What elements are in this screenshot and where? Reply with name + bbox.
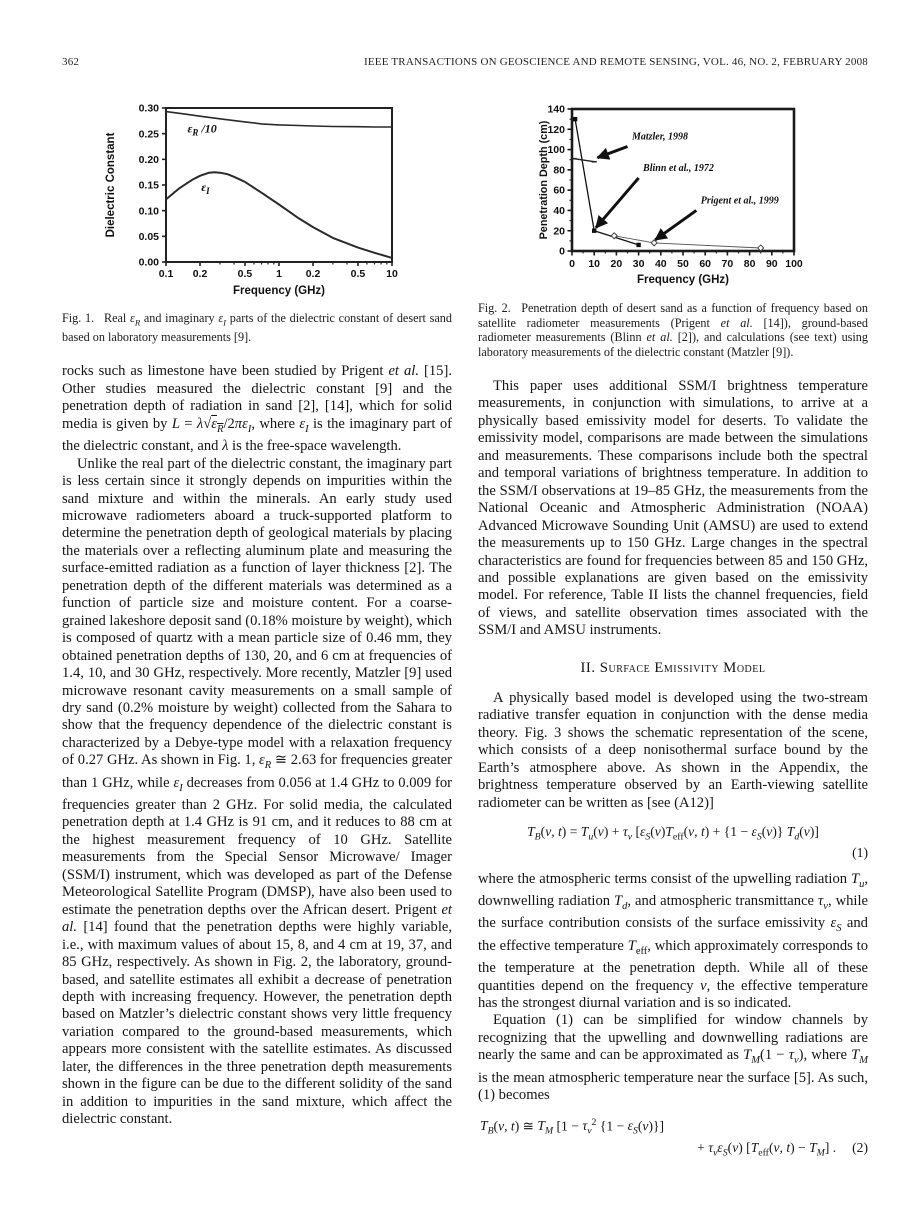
figure-2 [478,95,868,359]
right-column [478,95,868,1169]
fig2-annotation-label: Matzler, 1998 [631,131,689,143]
svg-text:0.5: 0.5 [350,268,366,280]
right-paragraph-3: where the atmospheric terms consist of the upwelling radiation $T_u$, downwelling radiation $T_d$, and atmospheric transmittance $\tau_\nu$, while the surface contribution consists of the surface emissivity $\varepsilon_S$ and the effective temperature $T_{eff}$, which approximately corresponds to the temperature at the penetration depth. While all of these quantities depend on the frequency ν, the effective temperature has the strongest diurnal variation and is so indicated. [478,870,868,1012]
journal-title: IEEE TRANSACTIONS ON GEOSCIENCE AND REMOTE SENSING, VOL. 46, NO. 2, FEBRUARY 2008 [364,56,868,68]
svg-text:0.15: 0.15 [138,179,159,192]
fig2-annotation-arrow [596,178,639,228]
svg-text:100: 100 [785,258,803,270]
figure-2-caption: Fig. 2. Penetration depth of desert sand as a function of frequency based on satellite radiometer measurements (Prigent et al. [14]), ground-based radiometer measurements (Blinn et al. [2]), and calculations (see text) using laboratory measurements of the dielectric constant (Matzler [9]). [478,301,868,359]
right-paragraph-4: Equation (1) can be simplified for window channels by recognizing that the upwelling and downwelling radiations are nearly the same and can be approximated as $T_M(1 - \tau_\nu)$, where $T_M$ is the mean atmospheric temperature near the surface [5]. As such, (1) becomes [478,1012,868,1104]
running-head [62,56,868,68]
fig2-svg [538,95,878,290]
svg-text:60: 60 [553,184,565,197]
svg-text:90: 90 [765,258,778,270]
fig2-y-axis-title: Penetration Depth (cm) [538,120,550,240]
right-paragraph-2: A physically based model is developed using the two-stream radiative transfer equation in conjunction with the dense media theory. Fig. 3 shows the schematic representation of the scene, which consists of a deep nonisothermal surface bound by the Earth’s atmosphere above. As shown in the Appendix, the brightness temperature observed by an Earth-viewing satellite radiometer can be written as [see (A12)] [478,689,868,811]
svg-text:0.2: 0.2 [305,268,321,280]
svg-text:80: 80 [743,258,756,270]
svg-text:0.20: 0.20 [138,153,159,166]
fig2-series [614,236,761,248]
figure-1-chart [100,95,440,300]
svg-text:120: 120 [547,123,565,136]
svg-text:10: 10 [386,268,398,280]
svg-text:0.1: 0.1 [158,268,174,280]
svg-text:40: 40 [654,258,667,270]
fig2-annotation-arrow [655,210,696,239]
svg-text:40: 40 [553,205,565,218]
svg-text:0.00: 0.00 [138,256,159,269]
fig1-y-axis-title: Dielectric Constant [105,132,117,238]
left-column [62,95,452,1169]
fig1-curve-label: $\varepsilon_I$ [201,180,210,197]
fig2-annotation-label: Blinn et al., 1972 [643,162,714,174]
figure-1 [62,95,452,344]
two-column-body [62,95,868,1169]
svg-text:0.25: 0.25 [138,128,159,141]
equation-2-line2: + $\tau_\nu\varepsilon_S(\nu)$ [$T_{eff}(\nu$, $t) - T_M$] . [697,1139,837,1159]
equation-1-body: $T_B(\nu$, $t) = T_u(\nu) + \tau_\nu$ [$\varepsilon_S(\nu)T_{eff}(\nu$, $t) + \{1 - \varepsilon_S(\nu)\}$ $T_d(\nu)$] [527,823,819,843]
svg-text:140: 140 [547,103,565,116]
right-paragraph-1: This paper uses additional SSM/I brightness temperature measurements, in conjunction with simulations, to arrive at a physically based emissivity model for deserts. To validate the emissivity model, comparisons are made between the simulations and measurements. These comparisons include both the spectral and temporal variations of brightness temperature. In addition to the SSM/I observations at 19–85 GHz, the measurements from the National Oceanic and Atmospheric Administration (NOAA) Advanced Microwave Sounding Unit (AMSU) are used to extend the measurements up to 150 GHz. Large changes in the spectral characteristics are found for frequencies between 85 and 150 GHz, and possible explanations are given based on the emissivity model. For reference, Table II lists the channel frequencies, field of views, and satellite observation times associated with the SSM/I and AMSU instruments. [478,378,868,639]
left-paragraph-1: rocks such as limestone have been studied by Prigent et al. [15]. Other studies measured the dielectric constant [9] and the penetration depth of radiation in sand [2], [14], which for solid media is given by $L = \lambda√\varepsilon_R/2\pi\varepsilon_I$, where $\varepsilon_I$ is the imaginary part of the dielectric constant, and λ is the free-space wavelength. [62,363,452,455]
fig2-series [575,119,639,245]
svg-text:20: 20 [553,225,565,238]
svg-text:0: 0 [559,245,565,258]
fig1-curve-label: $\varepsilon_R$ /10 [187,121,217,138]
fig2-annotation-arrow [598,147,628,158]
fig1-svg [100,95,440,300]
svg-text:70: 70 [721,258,734,270]
fig1-x-axis-title: Frequency (GHz) [232,285,326,297]
svg-text:100: 100 [547,144,565,157]
svg-text:0.30: 0.30 [138,102,159,115]
svg-text:60: 60 [699,258,712,270]
figure-1-caption: Fig. 1. Real $\varepsilon_R$ and imaginary $\varepsilon_I$ parts of the dielectric constant of desert sand based on laboratory measurements [9]. [62,311,452,344]
svg-text:1: 1 [276,268,282,280]
svg-text:30: 30 [632,258,645,270]
fig2-annotation-label: Prigent et al., 1999 [700,195,779,207]
svg-text:0.10: 0.10 [138,205,159,218]
svg-text:80: 80 [553,164,565,177]
left-paragraph-2: Unlike the real part of the dielectric constant, the imaginary part is less certain since it strongly depends on impurities within the sand mixture and within the minerals. An early study used microwave radiometers aboard a truck-supported platform to determine the penetration depth of geological materials by placing the materials over a reflecting aluminum plate and measuring the surface-emitted radiation as a function of layer thickness [2]. The penetration depth of the different materials was determined as a function of particle size and moisture content. For a coarse-grained lakeshore deposit sand (0.18% moisture by weight), which is composed of quartz with a mean particle size of 0.46 mm, they obtained penetration depths of 130, 20, and 6 cm at frequencies of 1.4, 10, and 30 GHz, respectively. More recently, Matzler [9] used microwave resonant cavity measurements on a small sample of dry sand (0.2% moisture by weight) collected from the Sahara to show that the frequency dependence of the dielectric constant is characterized by a Debye-type model with a relaxation frequency of 0.27 GHz. As shown in Fig. 1, $\varepsilon_R$ ≅ 2.63 for frequencies greater than 1 GHz, while $\varepsilon_I$ decreases from 0.056 at 1.4 GHz to 0.009 for frequencies greater than 2 GHz. For solid media, the calculated penetration depth at 1.4 GHz is 91 cm, and it reduces to 88 cm at the highest measurement frequency of 10 GHz. Satellite measurements from the Special Sensor Microwave/ Imager (SSM/I) instrument, which was developed as part of the Defense Meteorological Satellite Program (DMSP), have also been used to estimate the penetration depths over the African desert. Prigent et al. [14] found that the penetration depths were highly variable, i.e., with maximum values of about 15, 8, and 4 cm at 19, 37, and 85 GHz, respectively. As shown in Fig. 2, the laboratory, ground-based, and satellite estimates all exhibit a decrease of penetration depth with increasing frequency. However, the penetration depth based on Matzler’s dielectric constant shows very little frequency variation compared to the ground-based measurements, which appears more consistent with the satellite estimates. As discussed later, the differences in the three penetration depth measurements shown in the figure can be due to the different solidity of the sand in addition to impurities in the sand mixture, which affect the dielectric constant. [62,455,453,1128]
section-heading-2: II. Surface Emissivity Model [580,659,766,676]
svg-text:10: 10 [588,258,601,270]
fig2-x-axis-title: Frequency (GHz) [636,274,730,286]
fig2-plot-frame [572,109,794,251]
equation-2 [478,1117,868,1159]
equation-1-number: (1) [852,844,868,860]
svg-text:0.05: 0.05 [138,230,159,243]
equation-2-line1: $T_B(\nu$, t) ≅ $T_M$ [$1 - \tau_\nu^2$ $\{1 - \varepsilon_S(\nu)\}$] [480,1116,665,1137]
equation-2-number: (2) [852,1139,868,1155]
svg-text:20: 20 [610,258,623,270]
fig1-series [166,172,392,258]
svg-text:0.5: 0.5 [237,268,253,280]
svg-text:0.2: 0.2 [192,268,208,280]
fig2-series [574,159,594,162]
svg-text:0: 0 [569,258,575,270]
svg-text:50: 50 [677,258,689,270]
page-number: 362 [62,56,80,68]
figure-2-chart [538,95,878,290]
equation-1 [478,824,868,861]
